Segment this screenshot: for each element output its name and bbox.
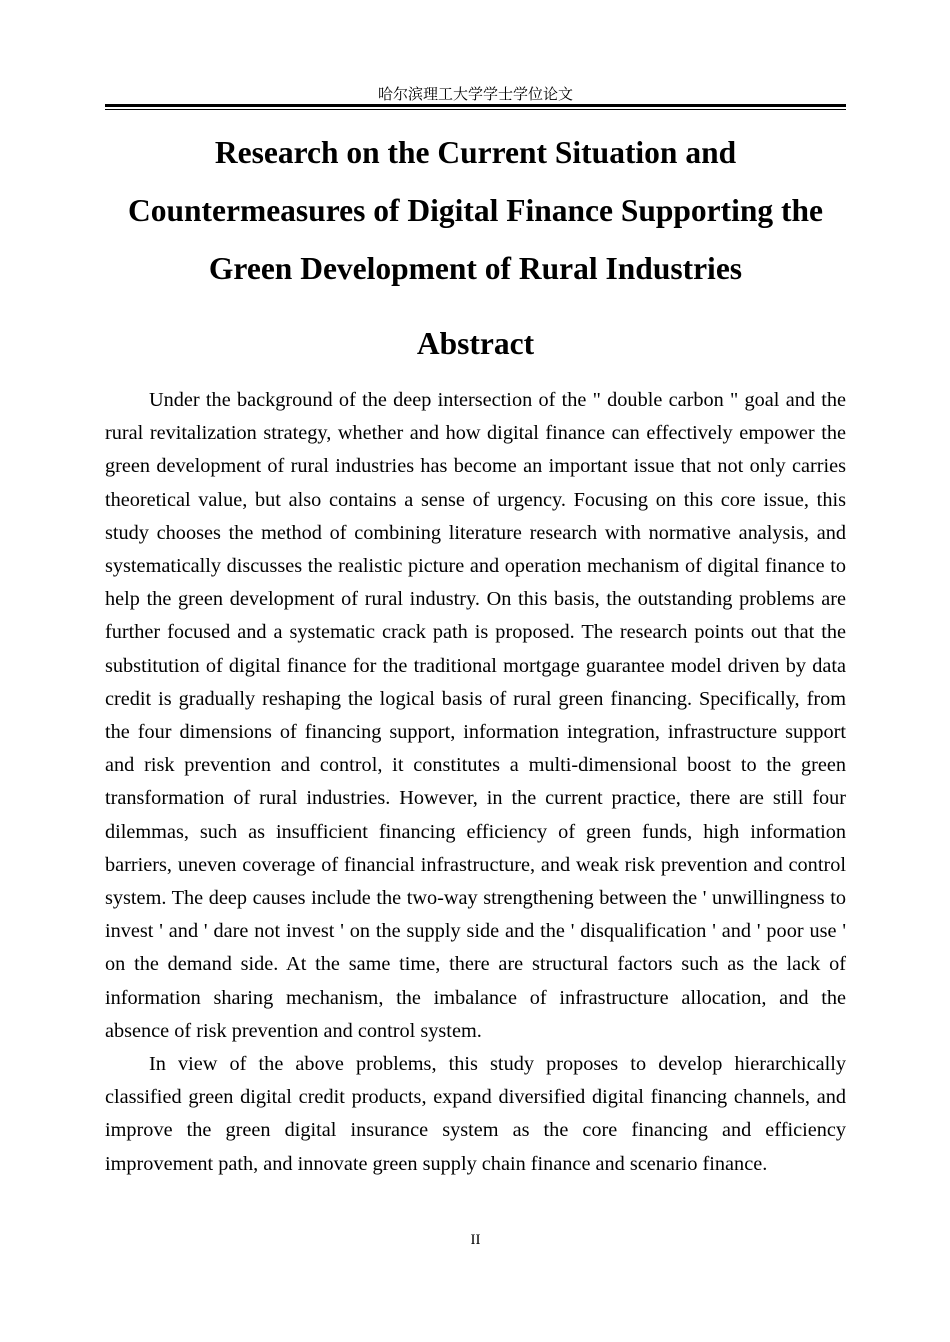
header-rule-thin — [105, 109, 846, 110]
abstract-heading: Abstract — [416, 326, 535, 361]
abstract-body — [105, 384, 846, 1181]
header-rule-thick — [105, 104, 846, 107]
thesis-title: Research on the Current Situation and Countermeasures of Digital Finance Supporting the Green Development of Rural Industries — [127, 135, 824, 286]
abstract-paragraph-2: In view of the above problems, this study proposes to develop hierarchically classified green digital credit products, expand diversified digital financing channels, and improve the green digital insurance system as the core financing and efficiency improvement path, and innovate green supply chain finance and scenario finance. — [105, 1053, 846, 1175]
running-header: 哈尔滨理工大学学士学位论文 — [377, 85, 573, 103]
abstract-paragraph-1: Under the background of the deep intersection of the " double carbon " goal and the rural revitalization strategy, whether and how digital finance can effectively empower the green development of rural industries has become an important issue that not only carries theoretical value, but also contains a sense of urgency. Focusing on this core issue, this study chooses the method of combining literature research with normative analysis, and systematically discusses the realistic picture and operation mechanism of digital finance to help the green development of rural industry. On this basis, the outstanding problems are further focused and a systematic crack path is proposed. The research points out that the substitution of digital finance for the traditional mortgage guarantee model driven by data credit is gradually reshaping the logical basis of rural green financing. Specifically, from the four dimensions of financing support, information integration, infrastructure support and risk prevention and control, it constitutes a multi-dimensional boost to the green transformation of rural industries. However, in the current practice, there are still four dilemmas, such as insufficient financing efficiency of green funds, high information barriers, uneven coverage of financial infrastructure, and weak risk prevention and control system. The deep causes include the two-way strengthening between the ' unwillingness to invest ' and ' dare not invest ' on the supply side and the ' disqualification ' and ' poor use ' on the demand side. At the same time, there are structural factors such as the lack of information sharing mechanism, the imbalance of infrastructure allocation, and the absence of risk prevention and control system. — [105, 389, 846, 1042]
page-number: II — [470, 1232, 481, 1248]
